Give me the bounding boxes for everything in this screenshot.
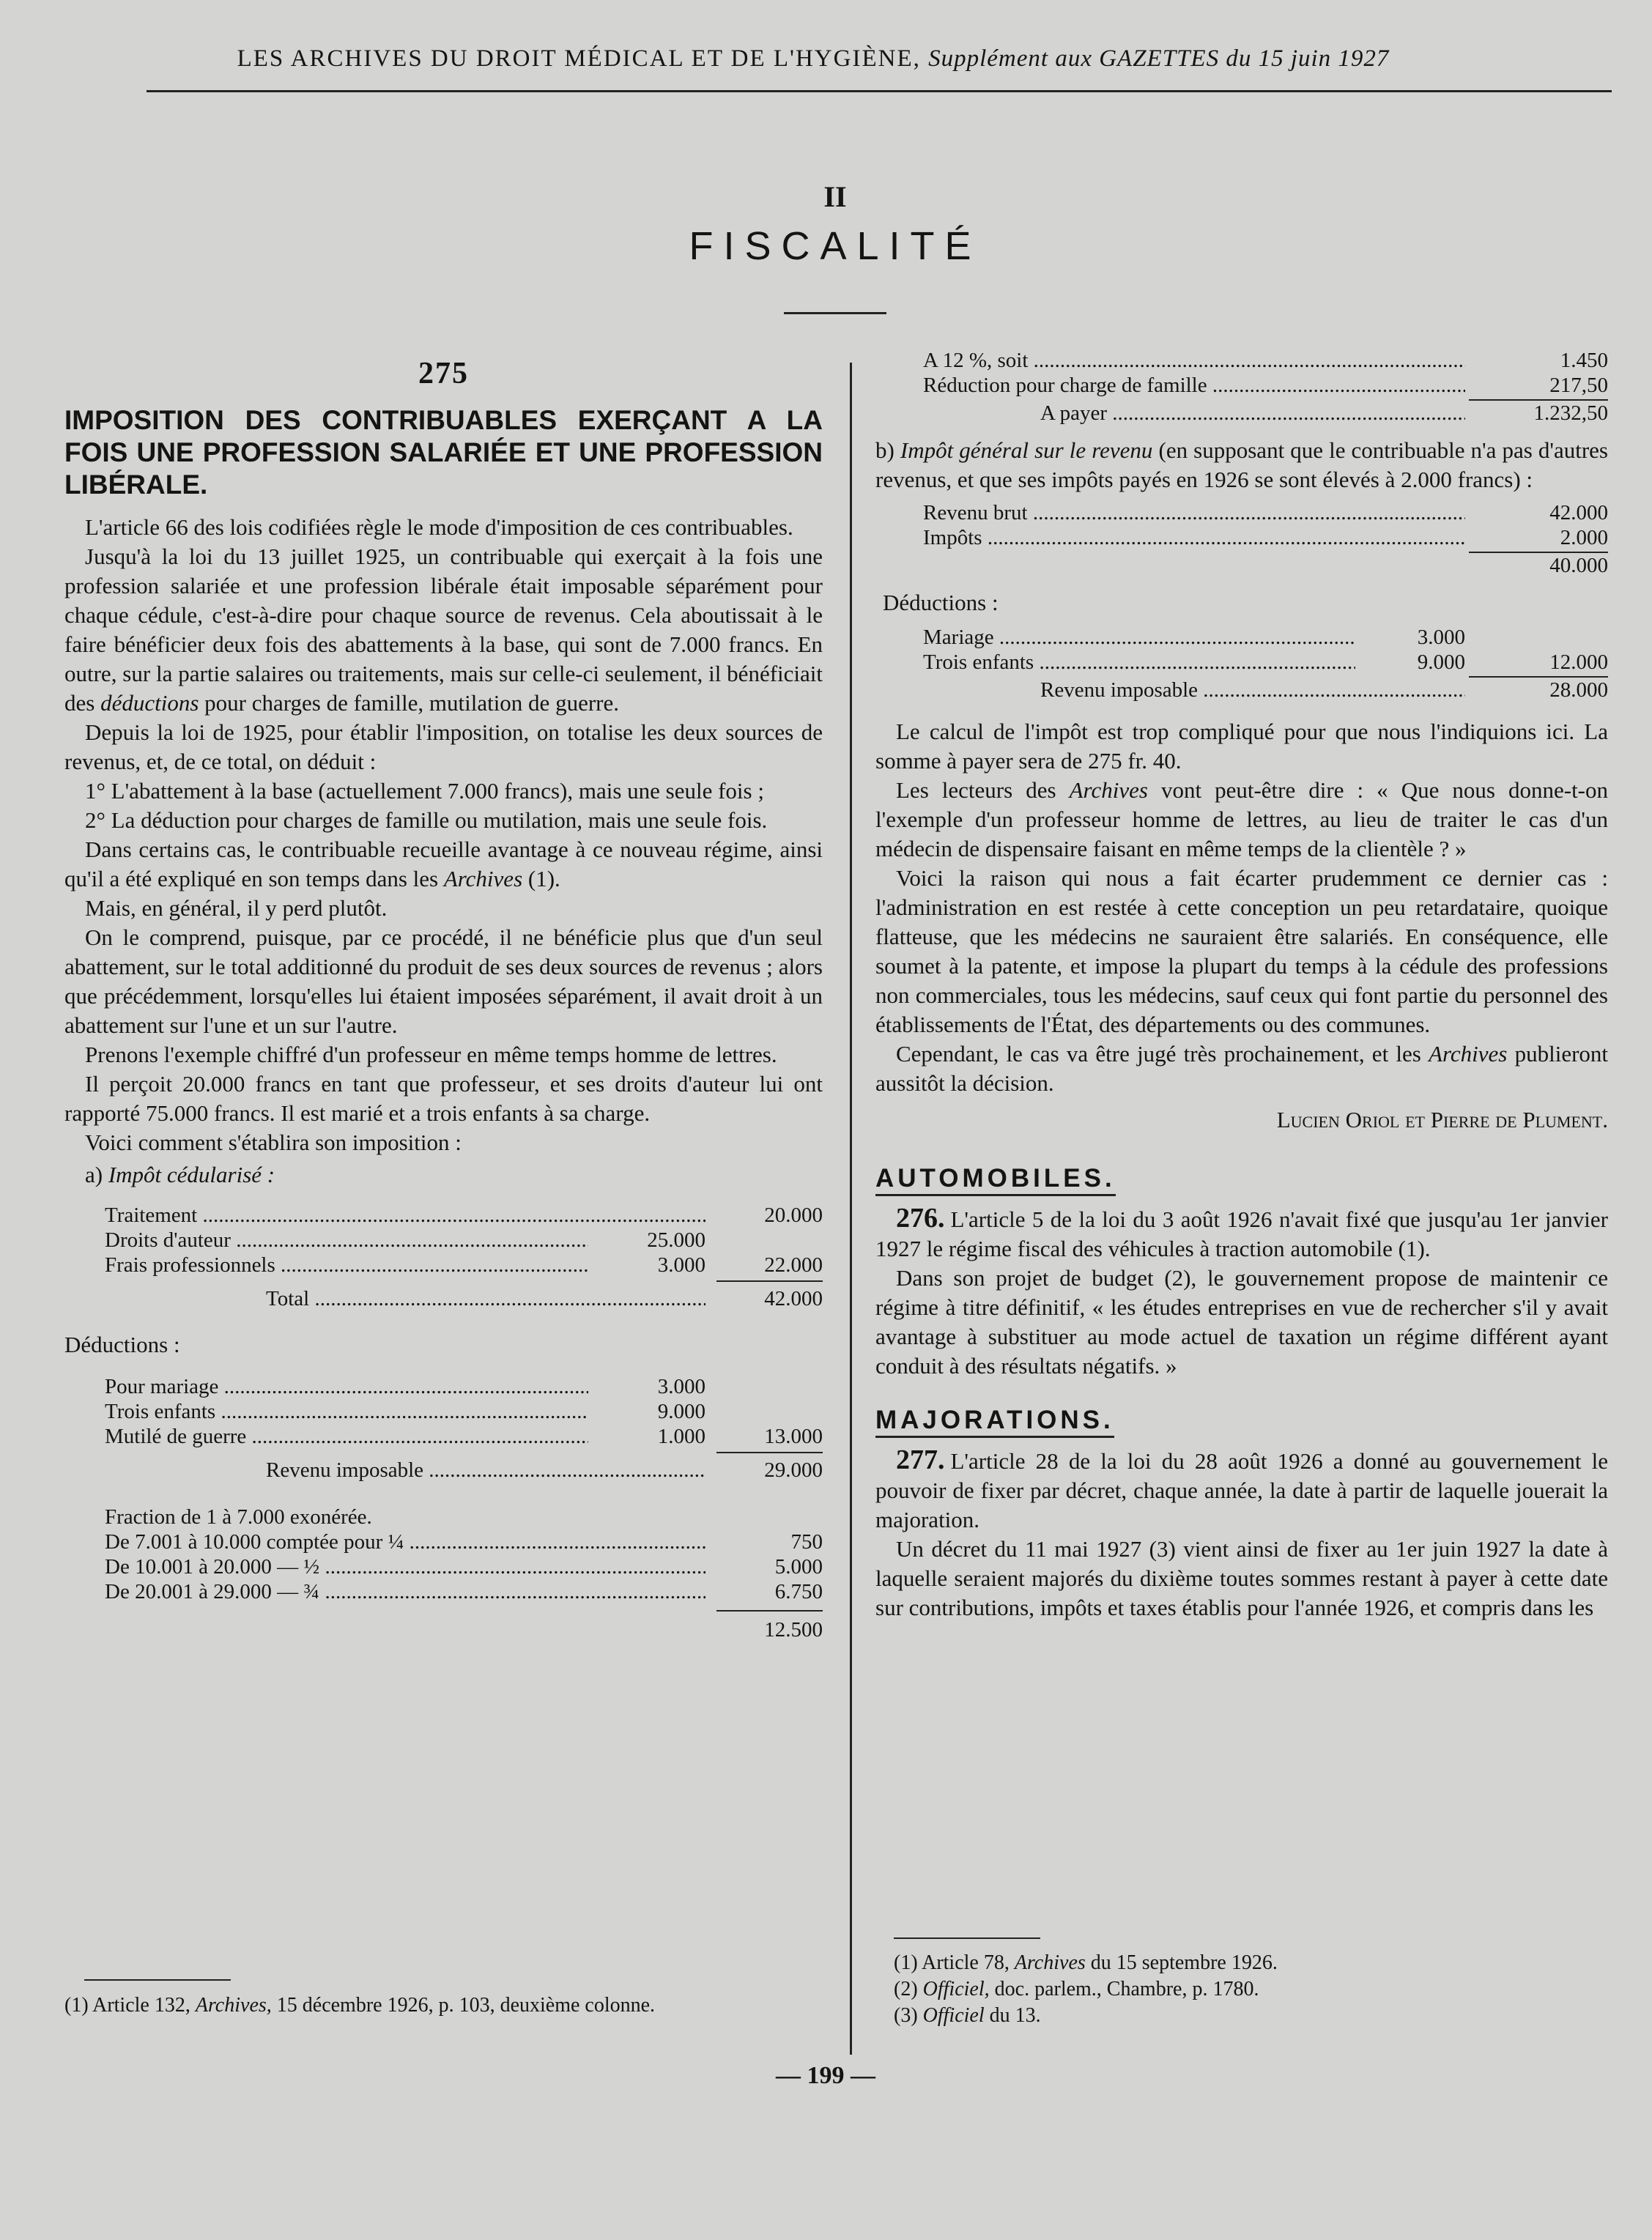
footnote: (2) Officiel, doc. parlem., Chambre, p. 1780.	[894, 1978, 1259, 2000]
paragraph: Prenons l'exemple chiffré d'un professeur en même temps homme de lettres.	[85, 1042, 777, 1067]
table-row: Mariage ..... 3.000	[875, 625, 1608, 650]
table-fractions	[64, 1505, 823, 1642]
right-column	[875, 348, 1608, 1622]
deductions-label: Déductions :	[64, 1332, 180, 1357]
footnote-rule	[894, 1937, 1040, 1939]
paragraph: Voici comment s'établira son imposition :	[85, 1130, 462, 1155]
paragraph: L'article 66 des lois codifiées règle le mode d'imposition de ces contribuables.	[85, 514, 793, 540]
article-number: 275	[418, 357, 469, 390]
paragraph: On le comprend, puisque, par ce procédé, il ne bénéficie plus que d'un seul abattement, sur le total additionné du produit de ses deux sources de revenus ; alors que précédemment, lorsqu'elles lui étaient imposées séparément, il avait droit à un abattement sur l'une et un sur l'autre.	[64, 924, 823, 1038]
running-head	[147, 45, 1480, 73]
heading-majorations: MAJORATIONS.	[875, 1406, 1608, 1435]
table-row: Revenu brut ..... 42.000	[875, 500, 1608, 525]
table-row: Frais professionnels ..... 3.000 22.000	[64, 1253, 823, 1277]
table-row: Traitement ..... 20.000	[64, 1203, 823, 1228]
section-rule	[784, 312, 886, 314]
section-a-heading: a) Impôt cédularisé :	[85, 1162, 275, 1187]
table-row: Trois enfants ..... 9.000	[64, 1399, 823, 1424]
commentary	[875, 717, 1608, 1135]
left-column	[64, 359, 823, 1642]
footnote: (3) Officiel du 13.	[894, 2004, 1041, 2027]
article-number: 277.	[896, 1444, 945, 1475]
footnote: (1) Article 78, Archives du 15 septembre 1926.	[894, 1951, 1278, 1974]
paragraph: Il perçoit 20.000 francs en tant que professeur, et ses droits d'auteur lui ont rapporté 75.000 francs. Il est marié et a trois enfants à sa charge.	[64, 1071, 823, 1126]
sum-rule	[716, 1452, 823, 1453]
paragraph: Un décret du 11 mai 1927 (3) vient ainsi de fixer au 1er juin 1927 la date à laquelle seraient majorés du dixième toutes sommes restant à payer à cette date sur contributions, impôts et taxes établis pour l'année 1926, et compris dans les	[875, 1536, 1608, 1620]
table-row: De 20.001 à 29.000 — ¾ ..... 6.750	[64, 1579, 823, 1604]
sum-rule	[716, 1280, 823, 1282]
footnote-rule	[84, 1979, 231, 1981]
paragraph: Jusqu'à la loi du 13 juillet 1925, un contribuable qui exerçait à la fois une profession salariée et une profession libérale était imposable séparément pour chaque cédule, c'est-à-dire pour chaque source de revenus. Cela aboutissait à le faire bénéficier deux fois des abattements à la base, qui sont de 7.000 francs. En outre, sur la partie salaires ou traitements, mais sur celle-ci seulement, il bénéficiait des déductions pour charges de famille, mutilation de guerre.	[64, 544, 823, 716]
table-row-total: 12.500	[764, 1618, 823, 1642]
table-row-total: Revenu imposable ..... 28.000	[875, 678, 1608, 702]
table-deductions-b	[875, 625, 1608, 702]
table-row-total: Total ..... 42.000	[64, 1286, 823, 1311]
table-impot-general	[875, 500, 1608, 578]
paragraph: Dans son projet de budget (2), le gouvernement propose de maintenir ce régime à titre définitif, « les études entreprises en vue de rechercher s'il y avait avantage à substituer au mode actuel de taxation un régime différent ayant conduit à des résultats négatifs. »	[875, 1265, 1608, 1379]
section-title: FISCALITÉ	[689, 224, 982, 268]
table-deductions	[64, 1374, 823, 1483]
paragraph: Le calcul de l'impôt est trop compliqué pour que nous l'indiquions ici. La somme à payer sera de 275 fr. 40.	[875, 719, 1608, 774]
table-row: Trois enfants ..... 9.000 12.000	[875, 650, 1608, 675]
page-number: — 199 —	[776, 2062, 875, 2089]
supplement-line: Supplément aux GAZETTES du 15 juin 1927	[928, 45, 1390, 72]
article-number: 276.	[896, 1203, 945, 1234]
paragraph: 2° La déduction pour charges de famille ou mutilation, mais une seule fois.	[85, 807, 768, 833]
section-number: II	[823, 180, 847, 213]
table-row: Fraction de 1 à 7.000 exonérée.	[105, 1505, 372, 1529]
paragraph: Depuis la loi de 1925, pour établir l'imposition, on totalise les deux sources de revenus, et, de ce total, on déduit :	[64, 719, 823, 774]
sum-rule	[716, 1610, 823, 1612]
table-row: Pour mariage ..... 3.000	[64, 1374, 823, 1399]
paragraph: 1° L'abattement à la base (actuellement 7.000 francs), mais une seule fois ;	[85, 778, 764, 804]
paragraph: Voici la raison qui nous a fait écarter prudemment ce dernier cas : l'administration en est restée à cette conception un peu retardataire, quoique flatteuse, que les médecins ne sauraient être salariés. En conséquence, elle soumet à la patente, et impose la plupart du temps à la cédule des professions non commerciales, tous les médecins, sauf ceux qui font partie du personnel des établissements de l'État, des départements ou des communes.	[875, 865, 1608, 1037]
table-row: A 12 %, soit ..... 1.450	[875, 348, 1608, 373]
paragraph: Les lecteurs des Archives vont peut-être dire : « Que nous donne-t-on l'exemple d'un professeur homme de lettres, au lieu de traiter le cas d'un médecin de dispensaire faisant en même temps de la clientèle ? »	[875, 777, 1609, 861]
table-row-total: Revenu imposable ..... 29.000	[64, 1458, 823, 1483]
table-cedulaire	[64, 1203, 823, 1311]
table-row: 40.000	[1549, 554, 1608, 577]
table-row: Réduction pour charge de famille ..... 217,50	[875, 373, 1608, 398]
table-row: Droits d'auteur ..... 25.000	[64, 1228, 823, 1253]
paragraph: Mais, en général, il y perd plutôt.	[85, 895, 388, 921]
table-impot-cedulaire-calc	[875, 348, 1608, 426]
header-rule	[147, 90, 1612, 92]
paragraph: Dans certains cas, le contribuable recueille avantage à ce nouveau régime, ainsi qu'il a été expliqué en son temps dans les Archives (1).	[64, 837, 823, 891]
table-row: Impôts ..... 2.000	[875, 525, 1608, 550]
paragraph: 276. L'article 5 de la loi du 3 août 1926 n'avait fixé que jusqu'au 1er janvier 1927 le régime fiscal des véhicules à traction automobile (1).	[875, 1203, 1608, 1261]
paragraph: 277. L'article 28 de la loi du 28 août 1926 a donné au gouvernement le pouvoir de fixer par décret, chaque année, la date à partir de laquelle jouerait la majoration.	[875, 1444, 1608, 1532]
table-row: De 7.001 à 10.000 comptée pour ¼ ..... 750	[64, 1529, 823, 1554]
heading-automobiles: AUTOMOBILES.	[875, 1164, 1608, 1193]
footnotes-right	[894, 1950, 1604, 2029]
table-row: De 10.001 à 20.000 — ½ ..... 5.000	[64, 1554, 823, 1579]
table-row: Mutilé de guerre ..... 1.000 13.000	[64, 1424, 823, 1449]
signature: Lucien Oriol et Pierre de Plument.	[1276, 1107, 1608, 1132]
deductions-label: Déductions :	[883, 590, 999, 615]
article-title: IMPOSITION DES CONTRIBUABLES EXERÇANT A LA FOIS UNE PROFESSION SALARIÉE ET UNE PROFESSION LIBÉRALE.	[64, 405, 823, 500]
footnote: (1) Article 132, Archives, 15 décembre 1926, p. 103, deuxième colonne.	[64, 1994, 656, 2017]
column-divider	[850, 363, 852, 2055]
table-row-total: A payer ..... 1.232,50	[875, 401, 1608, 426]
paragraph: Cependant, le cas va être jugé très prochainement, et les Archives publieront aussitôt la décision.	[875, 1041, 1609, 1096]
section-b-heading: b) Impôt général sur le revenu (en supposant que le contribuable n'a pas d'autres revenus, et que ses impôts payés en 1926 se sont élevés à 2.000 francs) :	[875, 437, 1608, 492]
journal-name: LES ARCHIVES DU DROIT MÉDICAL ET DE L'HYGIÈNE,	[237, 45, 921, 72]
